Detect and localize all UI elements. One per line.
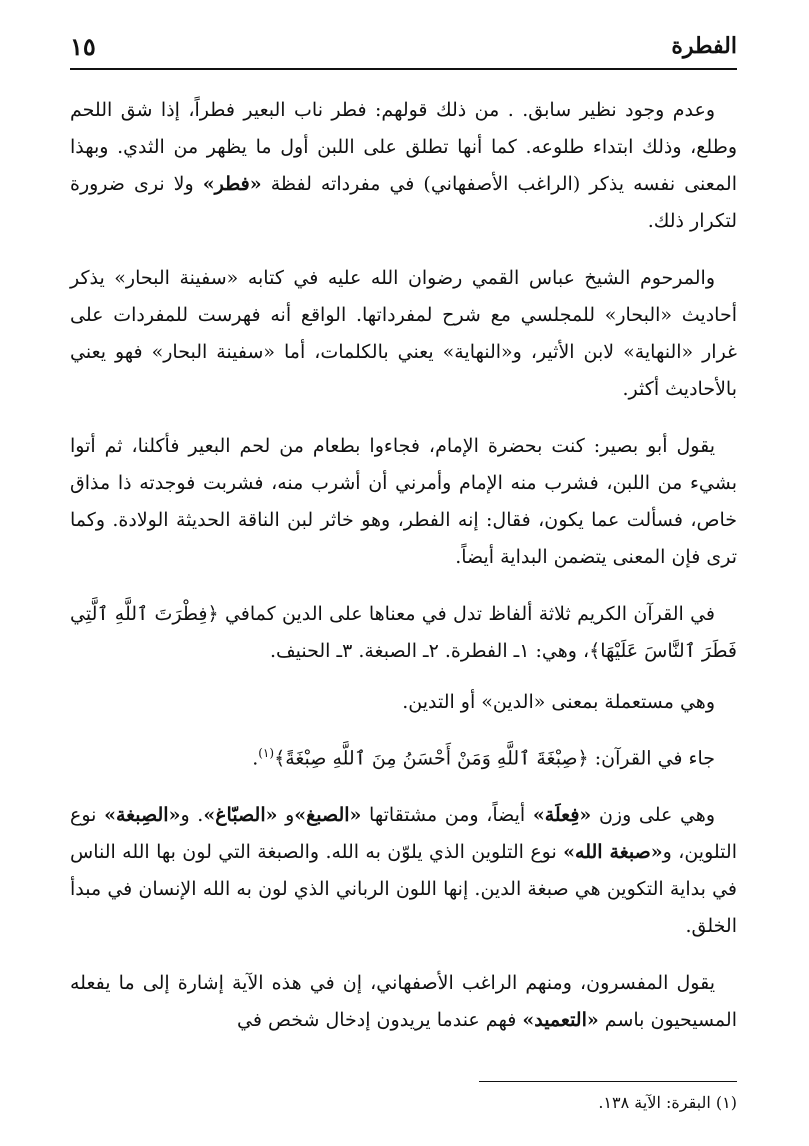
paragraph [70, 684, 737, 721]
bold-term: «صبغة الله» [563, 841, 663, 864]
paragraph [70, 92, 737, 240]
text-run: يقول المفسرون، ومنهم الراغب الأصفهاني، إن في هذه الآية إشارة إلى ما يفعله المسيحيون باسم [70, 972, 737, 1032]
text-run: . [252, 747, 259, 770]
text-run: . و [180, 804, 204, 827]
page-body [70, 92, 737, 1059]
paragraph [70, 260, 737, 408]
footnote-marker: (١) [258, 746, 275, 760]
paragraph [70, 797, 737, 945]
paragraph [70, 735, 737, 777]
footnote-rule [479, 1081, 737, 1082]
text-run: و [277, 804, 295, 827]
text-run: نوع التلوين، و [70, 804, 737, 864]
bold-term: «فطر» [202, 173, 262, 195]
paragraph [70, 428, 737, 576]
text-run: ولا نرى ضرورة لتكرار ذلك. [70, 173, 737, 232]
bold-term: «فِعلَة» [532, 804, 592, 827]
page-header [70, 26, 737, 66]
text-run: نوع التلوين الذي يلوّن به الله. والصبغة التي لون بها الله الناس في بداية التكوين هي صبغة الدين. إنها اللون الرباني الذي لون به الله الإنسان في مبدأ الخلق. [70, 841, 737, 938]
text-run: في القرآن الكريم ثلاثة ألفاظ تدل في معناها على الدين كمافي ﴿فِطْرَتَ ٱللَّهِ ٱلَّتِي فَطَرَ ٱلنَّاسَ عَلَيْهَا﴾، وهي: ١ـ الفطرة. ٢ـ الصبغة. ٣ـ الحنيف. [70, 603, 737, 662]
page-number: ١٥ [70, 31, 96, 61]
text-run: فهم عندما يريدون إدخال شخص في [236, 1009, 523, 1032]
bold-term: «الصبغ» [294, 804, 362, 827]
text-run: وهي مستعملة بمعنى «الدين» أو التدين. [402, 691, 715, 713]
text-run: يقول أبو بصير: كنت بحضرة الإمام، فجاءوا بطعام من لحم البعير فأكلنا، ثم أتوا بشيء من اللبن، فشرب منه الإمام وأمرني أن أشرب منه، فشربت فوجدته ذا مذاق خاص، فسألت عما يكون، فقال: إنه الفطر، وهو خاثر لبن الناقة الحديثة الولادة. وكما ترى فإن المعنى يتضمن البداية أيضاً. [70, 435, 737, 568]
footnote: (١) البقرة: الآية ١٣٨. [598, 1093, 737, 1112]
text-run: والمرحوم الشيخ عباس القمي رضوان الله عليه في كتابه «سفينة البحار» يذكر أحاديث «البحار» للمجلسي مع شرح لمفرداتها. الواقع أنه فهرست للمفردات على غرار «النهاية» لابن الأثير، و«النهاية» يعني بالكلمات، أما «سفينة البحار» فهو يعني بالأحاديث أكثر. [70, 267, 737, 400]
bold-term: «التعميد» [522, 1009, 599, 1032]
paragraph [70, 965, 737, 1039]
header-rule [70, 68, 737, 70]
text-run: جاء في القرآن: ﴿صِبْغَةَ ٱللَّهِ وَمَنْ أَحْسَنُ مِنَ ٱللَّهِ صِبْغَةً﴾ [274, 747, 715, 770]
bold-term: «الصبّاغ» [203, 804, 278, 827]
bold-term: «الصِبغة» [104, 804, 181, 827]
running-head: الفطرة [671, 33, 737, 59]
text-run: وعدم وجود نظير سابق. . من ذلك قولهم: فطر ناب البعير فطراً، إذا شق اللحم وطلع، وذلك ابتداء طلوعه. كما أنها تطلق على اللبن أول ما يظهر من الثدي. وبهذا المعنى نفسه يذكر (الراغب الأصفهاني) في مفرداته لفظة [70, 99, 737, 195]
text-run: أيضاً، ومن مشتقاتها [361, 804, 533, 827]
text-run: وهي على وزن [591, 804, 715, 827]
paragraph [70, 596, 737, 670]
